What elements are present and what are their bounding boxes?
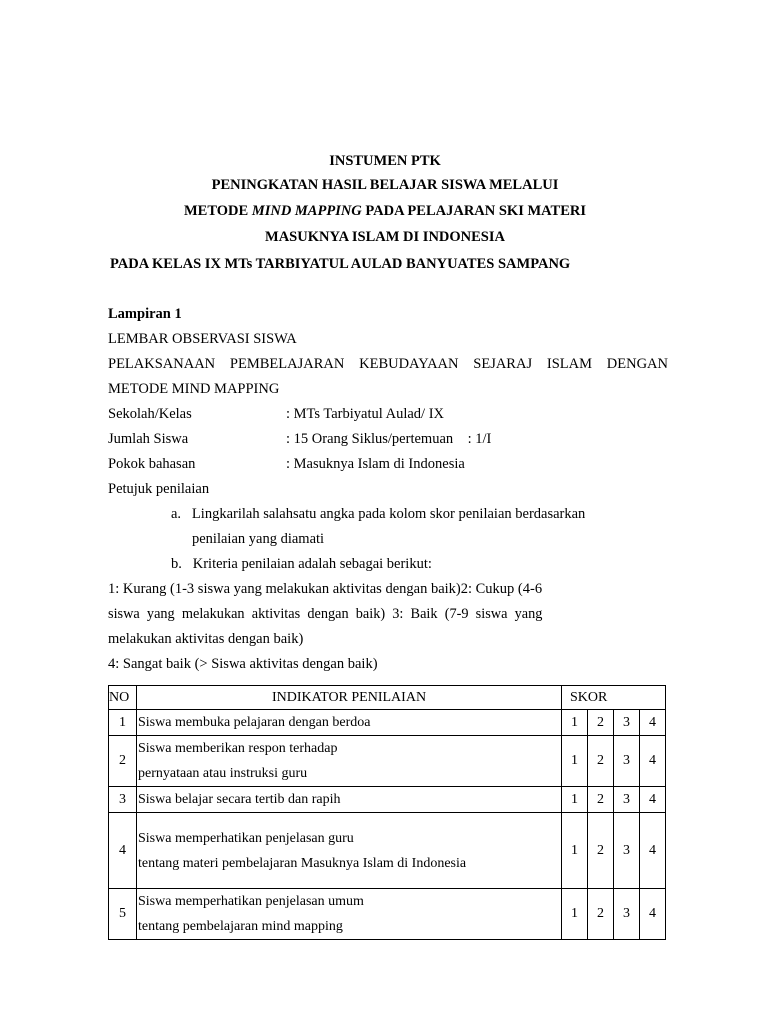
- title-line-3: [100, 199, 670, 223]
- score-option-1[interactable]: 1: [562, 889, 588, 940]
- table-row: [109, 736, 666, 787]
- indicator-line-1: Siswa memperhatikan penjelasan umum: [138, 894, 364, 909]
- score-option-3[interactable]: 3: [614, 710, 640, 736]
- instruction-b: b. Kriteria penilaian adalah sebagai berikut:: [171, 556, 432, 572]
- petunjuk-heading: Petujuk penilaian: [108, 481, 210, 497]
- table-row: [109, 813, 666, 889]
- criteria-line-4: 4: Sangat baik (> Siswa aktivitas dengan baik): [108, 656, 378, 672]
- row-indicator: [137, 889, 562, 940]
- field-pokok: [108, 452, 668, 477]
- indicator-line-1: Siswa belajar secara tertib dan rapih: [138, 792, 341, 807]
- criteria-line-2: siswa yang melakukan aktivitas dengan baik) 3: Baik (7-9 siswa yang: [108, 606, 543, 622]
- title-line-3-emphasis: MIND MAPPING: [251, 203, 362, 219]
- header-skor: SKOR: [562, 686, 666, 710]
- lembar-heading: LEMBAR OBSERVASI SISWA: [108, 331, 297, 347]
- score-option-2[interactable]: 2: [588, 787, 614, 813]
- score-table: [108, 685, 666, 940]
- indicator-line-2: tentang materi pembelajaran Masuknya Islam di Indonesia: [138, 855, 467, 871]
- score-option-2[interactable]: 2: [588, 710, 614, 736]
- header-no: NO: [109, 686, 137, 710]
- field-jumlah-value: : 15 Orang Siklus/pertemuan : 1/I: [286, 431, 492, 447]
- criteria-line-3: melakukan aktivitas dengan baik): [108, 631, 304, 647]
- pelaksanaan-line-1: PELAKSANAAN PEMBELAJARAN KEBUDAYAAN SEJARAJ ISLAM DENGAN: [108, 356, 668, 372]
- field-sekolah-value: : MTs Tarbiyatul Aulad/ IX: [286, 406, 444, 422]
- instruction-a-line-1: a. Lingkarilah salahsatu angka pada kolom skor penilaian berdasarkan: [171, 506, 586, 522]
- row-indicator: [137, 813, 562, 889]
- score-option-4[interactable]: 4: [640, 710, 666, 736]
- title-line-4: MASUKNYA ISLAM DI INDONESIA: [265, 229, 505, 245]
- score-option-2[interactable]: 2: [588, 813, 614, 889]
- row-indicator: [137, 736, 562, 787]
- score-option-3[interactable]: 3: [614, 736, 640, 787]
- instruction-a-line-2: penilaian yang diamati: [192, 531, 325, 547]
- title-line-3-post: PADA PELAJARAN SKI MATERI: [361, 203, 587, 219]
- score-option-3[interactable]: 3: [614, 787, 640, 813]
- lampiran-heading: Lampiran 1: [108, 306, 182, 322]
- score-option-1[interactable]: 1: [562, 736, 588, 787]
- indicator-line-1: Siswa memperhatikan penjelasan guru: [138, 830, 354, 846]
- score-option-1[interactable]: 1: [562, 813, 588, 889]
- field-sekolah-label: Sekolah/Kelas: [108, 406, 192, 422]
- indicator-line-2: tentang pembelajaran mind mapping: [138, 919, 343, 934]
- title-line-2: PENINGKATAN HASIL BELAJAR SISWA MELALUI: [211, 177, 559, 193]
- score-option-3[interactable]: 3: [614, 889, 640, 940]
- title-line-1: INSTUMEN PTK: [329, 153, 441, 169]
- score-option-1[interactable]: 1: [562, 710, 588, 736]
- row-number: 4: [109, 813, 137, 889]
- title-line-5: PADA KELAS IX MTs TARBIYATUL AULAD BANYUATES SAMPANG: [110, 256, 571, 272]
- row-indicator: [137, 787, 562, 813]
- table-row: [109, 710, 666, 736]
- score-option-3[interactable]: 3: [614, 813, 640, 889]
- field-jumlah-label: Jumlah Siswa: [108, 431, 189, 447]
- table-row: [109, 787, 666, 813]
- row-number: 3: [109, 787, 137, 813]
- score-option-4[interactable]: 4: [640, 813, 666, 889]
- row-number: 2: [109, 736, 137, 787]
- indicator-line-1: Siswa memberikan respon terhadap: [138, 741, 338, 756]
- field-jumlah: [108, 427, 668, 452]
- table-row: [109, 889, 666, 940]
- title-line-3-pre: METODE: [183, 203, 252, 219]
- score-option-2[interactable]: 2: [588, 736, 614, 787]
- score-option-4[interactable]: 4: [640, 736, 666, 787]
- indicator-line-1: Siswa membuka pelajaran dengan berdoa: [138, 715, 371, 730]
- field-pokok-value: : Masuknya Islam di Indonesia: [286, 456, 465, 472]
- indicator-line-2: pernyataan atau instruksi guru: [138, 766, 308, 781]
- document-title: [100, 149, 670, 276]
- row-number: 1: [109, 710, 137, 736]
- row-indicator: [137, 710, 562, 736]
- document-body: [108, 302, 668, 677]
- score-option-2[interactable]: 2: [588, 889, 614, 940]
- row-number: 5: [109, 889, 137, 940]
- score-option-4[interactable]: 4: [640, 787, 666, 813]
- score-option-1[interactable]: 1: [562, 787, 588, 813]
- criteria-line-1: 1: Kurang (1-3 siswa yang melakukan aktivitas dengan baik)2: Cukup (4-6: [108, 581, 543, 597]
- field-pokok-label: Pokok bahasan: [108, 456, 196, 472]
- header-indikator: INDIKATOR PENILAIAN: [137, 686, 562, 710]
- table-header-row: [109, 686, 666, 710]
- field-sekolah: [108, 402, 668, 427]
- score-option-4[interactable]: 4: [640, 889, 666, 940]
- pelaksanaan-line-2: METODE MIND MAPPING: [108, 381, 280, 397]
